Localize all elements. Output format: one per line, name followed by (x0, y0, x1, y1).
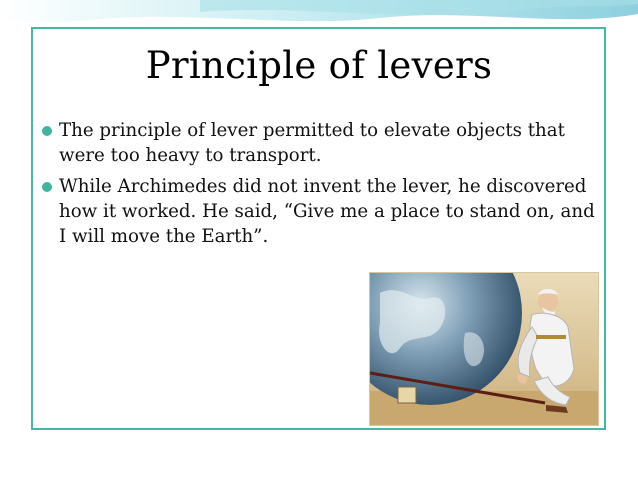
bullet-list (38, 118, 598, 255)
header-wave-decoration (0, 0, 638, 30)
bullet-dot-icon (42, 126, 52, 136)
bullet-dot-icon (42, 182, 52, 192)
bullet-item (38, 174, 598, 249)
bullet-text: While Archimedes did not invent the lever, he discovered how it worked. He said, “Give me a place to stand on, and I will move the Earth”. (59, 176, 595, 247)
bullet-text: The principle of lever permitted to elevate objects that were too heavy to transport. (59, 120, 565, 166)
bullet-item (38, 118, 598, 168)
archimedes-lever-earth-icon (370, 273, 598, 425)
archimedes-lever-illustration (369, 272, 599, 426)
slide-title: Principle of levers (145, 44, 493, 87)
fulcrum-block (398, 387, 416, 403)
